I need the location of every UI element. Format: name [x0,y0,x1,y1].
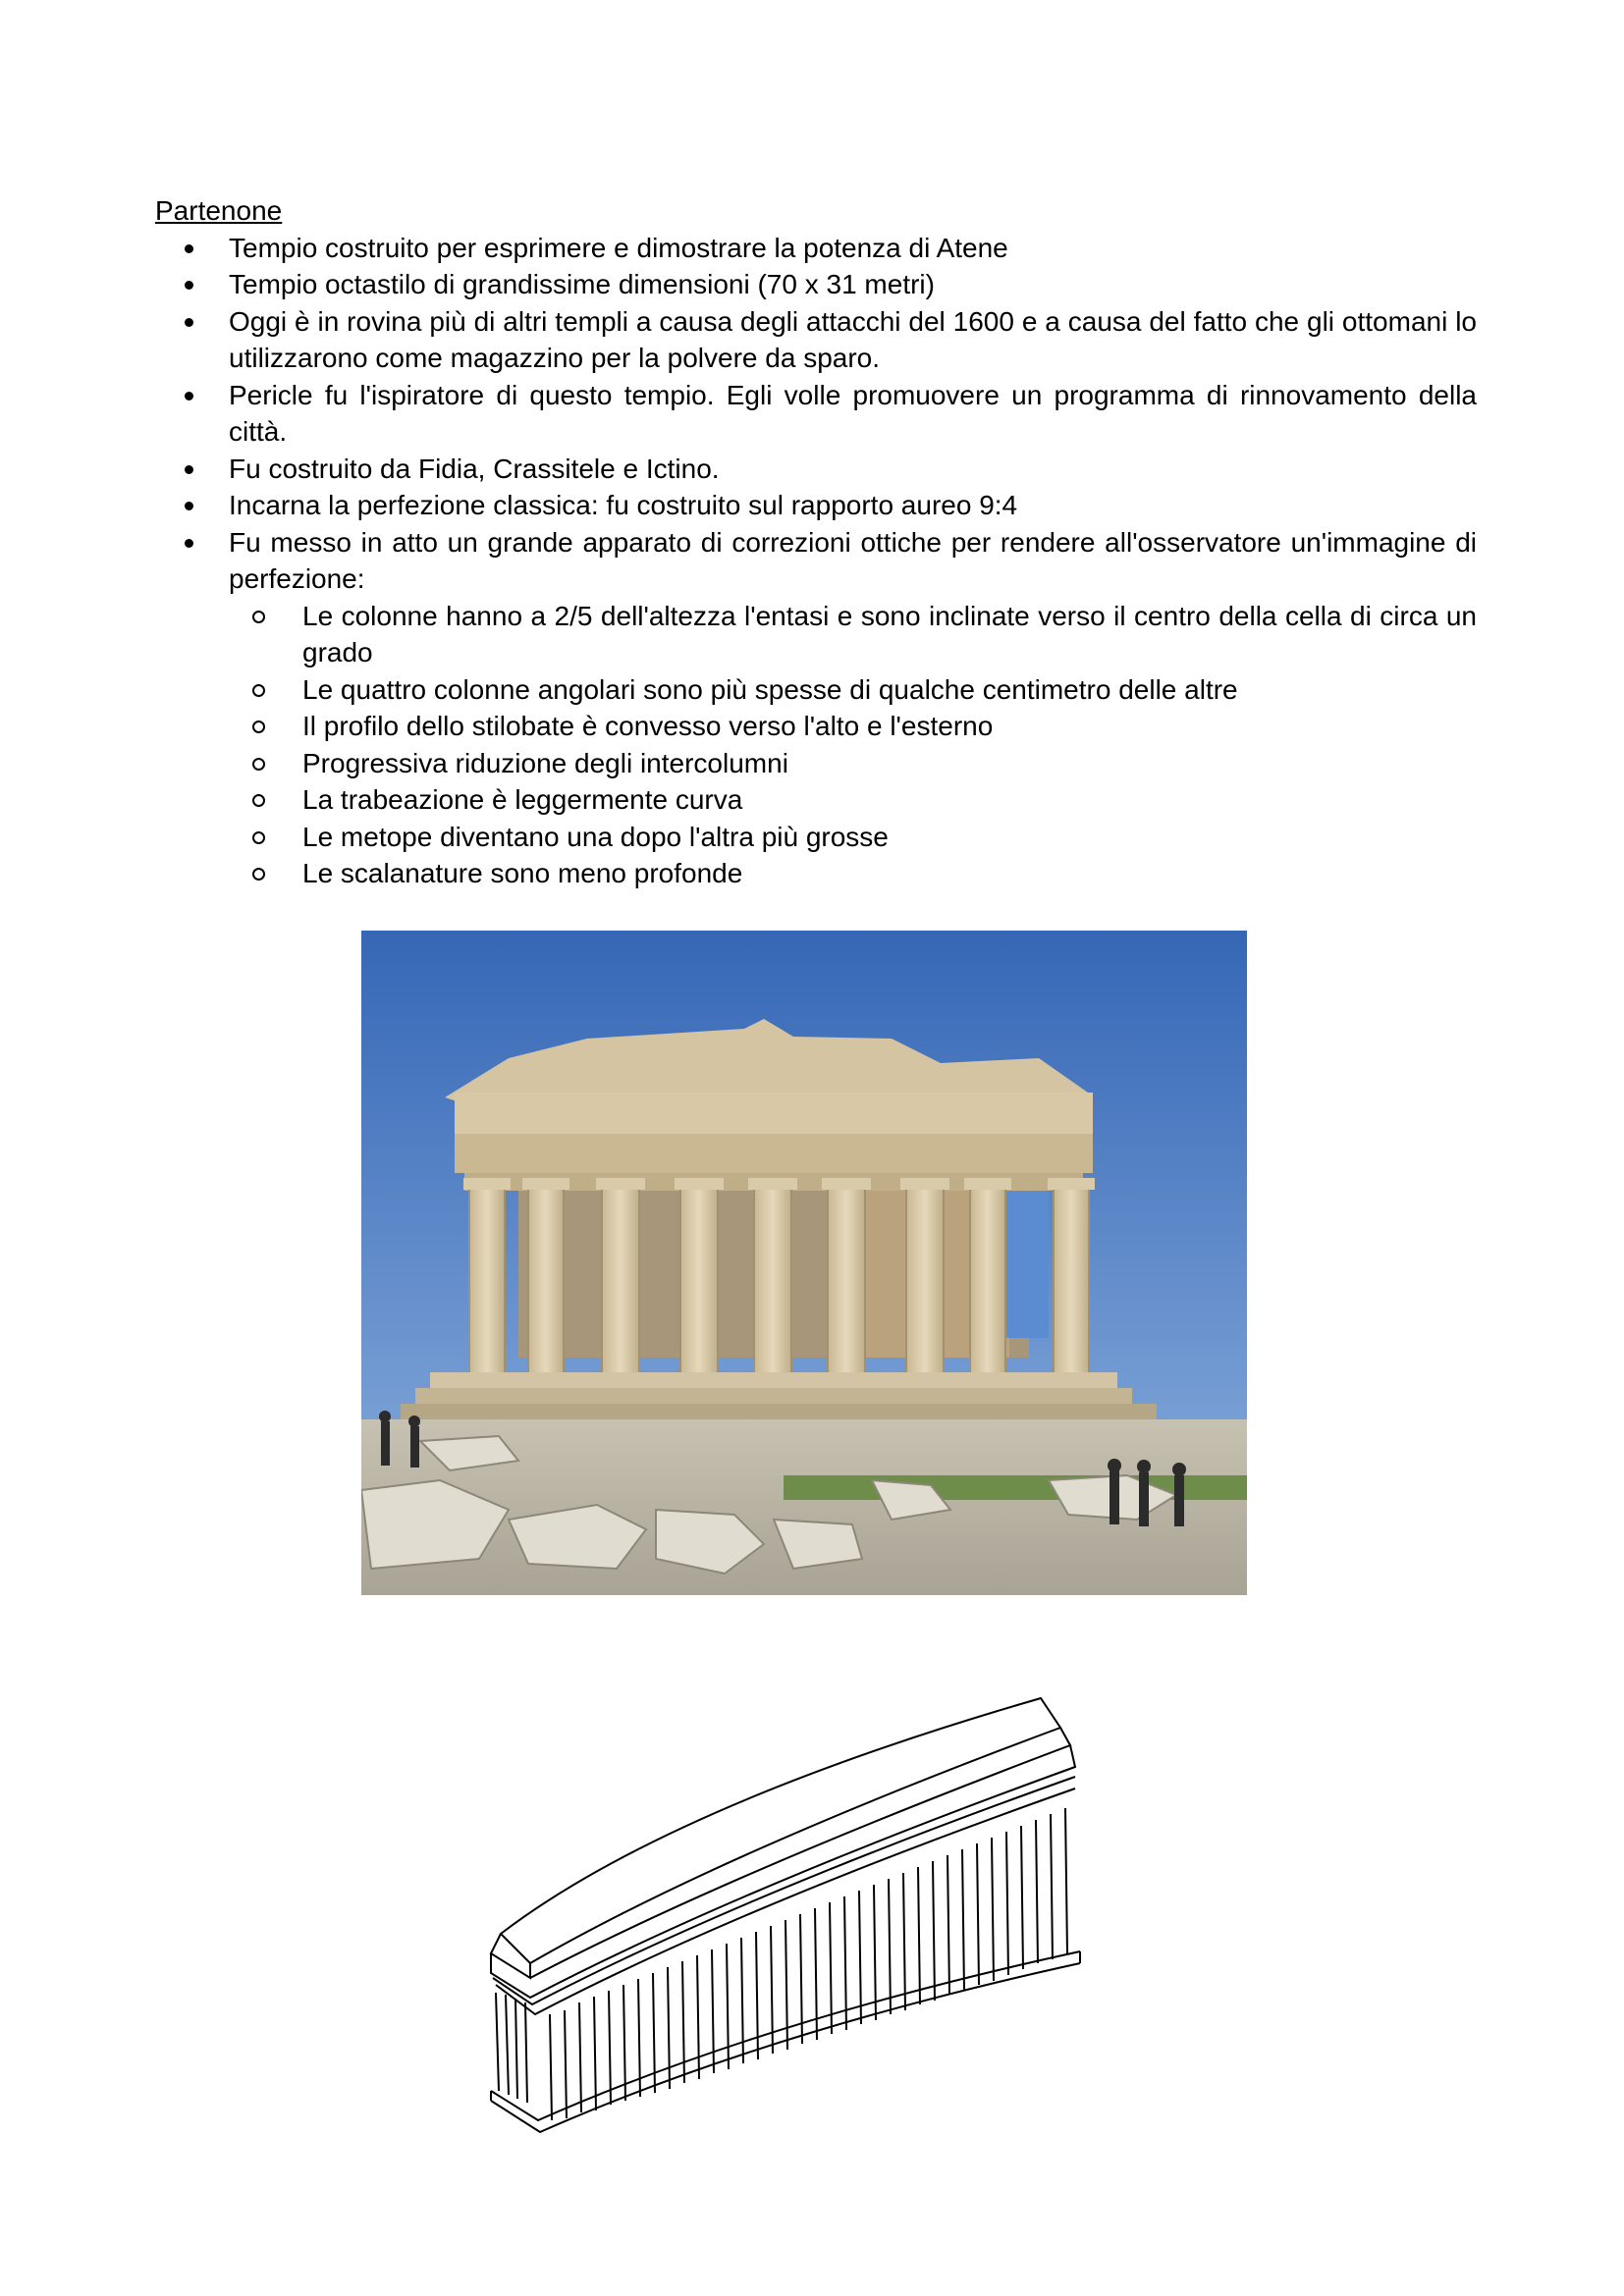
bullet-item: Fu costruito da Fidia, Crassitele e Ictino. [155,451,1477,488]
bullet-dot-icon [185,465,193,474]
bullet-dot-icon [185,392,193,400]
circle-bullet-icon [252,684,265,697]
circle-bullet-icon [252,611,265,623]
bullet-item: Incarna la perfezione classica: fu costruito sul rapporto aureo 9:4 [155,487,1477,524]
circle-bullet-icon [252,868,265,881]
bullet-list [155,230,1477,892]
page-title: Partenone [155,195,283,226]
bullet-dot-icon [185,281,193,290]
document-body [155,192,1477,892]
bullet-item: Pericle fu l'ispiratore di questo tempio. Egli volle promuovere un programma di rinnovamento della città. [155,377,1477,451]
bullet-dot-icon [185,318,193,327]
sub-bullet-item: Progressiva riduzione degli intercolumni [229,745,1477,782]
circle-bullet-icon [252,721,265,733]
circle-bullet-icon [252,831,265,844]
bullet-dot-icon [185,539,193,548]
circle-bullet-icon [252,794,265,807]
sub-bullet-item: Le quattro colonne angolari sono più spesse di qualche centimetro delle altre [229,671,1477,709]
sub-bullet-item: La trabeazione è leggermente curva [229,781,1477,819]
bullet-dot-icon [185,502,193,510]
sub-bullet-item: Le colonne hanno a 2/5 dell'altezza l'entasi e sono inclinate verso il centro della cella di circa un grado [229,598,1477,671]
sub-bullet-item: Le metope diventano una dopo l'altra più grosse [229,819,1477,856]
sub-bullet-item: Il profilo dello stilobate è convesso verso l'alto e l'esterno [229,708,1477,745]
curvature-diagram [471,1629,1119,2140]
bullet-dot-icon [185,244,193,253]
sub-bullet-item: Le scalanature sono meno profonde [229,855,1477,892]
bullet-item: Tempio costruito per esprimere e dimostrare la potenza di Atene [155,230,1477,267]
parthenon-photo [361,931,1247,1595]
bullet-item: Fu messo in atto un grande apparato di correzioni ottiche per rendere all'osservatore un'immagine di perfezione: Le colonne hanno a 2/5 dell'altezza l'entasi e sono inclinate verso il centro della cella di circa un grado Le quattro colonne angolari sono più spesse di qualche centimetro delle altre Il profilo dello stilobate è convesso verso l'alto e l'esterno Progressiva riduzione degli intercolumni La trabeazione è leggermente curva Le metope diventano una dopo l'altra più grosse Le scalanature sono meno profonde [155,524,1477,892]
bullet-item: Tempio octastilo di grandissime dimensioni (70 x 31 metri) [155,266,1477,303]
sub-bullet-list [229,598,1477,892]
circle-bullet-icon [252,758,265,771]
bullet-item: Oggi è in rovina più di altri templi a causa degli attacchi del 1600 e a causa del fatto che gli ottomani lo utilizzarono come magazzino per la polvere da sparo. [155,303,1477,377]
